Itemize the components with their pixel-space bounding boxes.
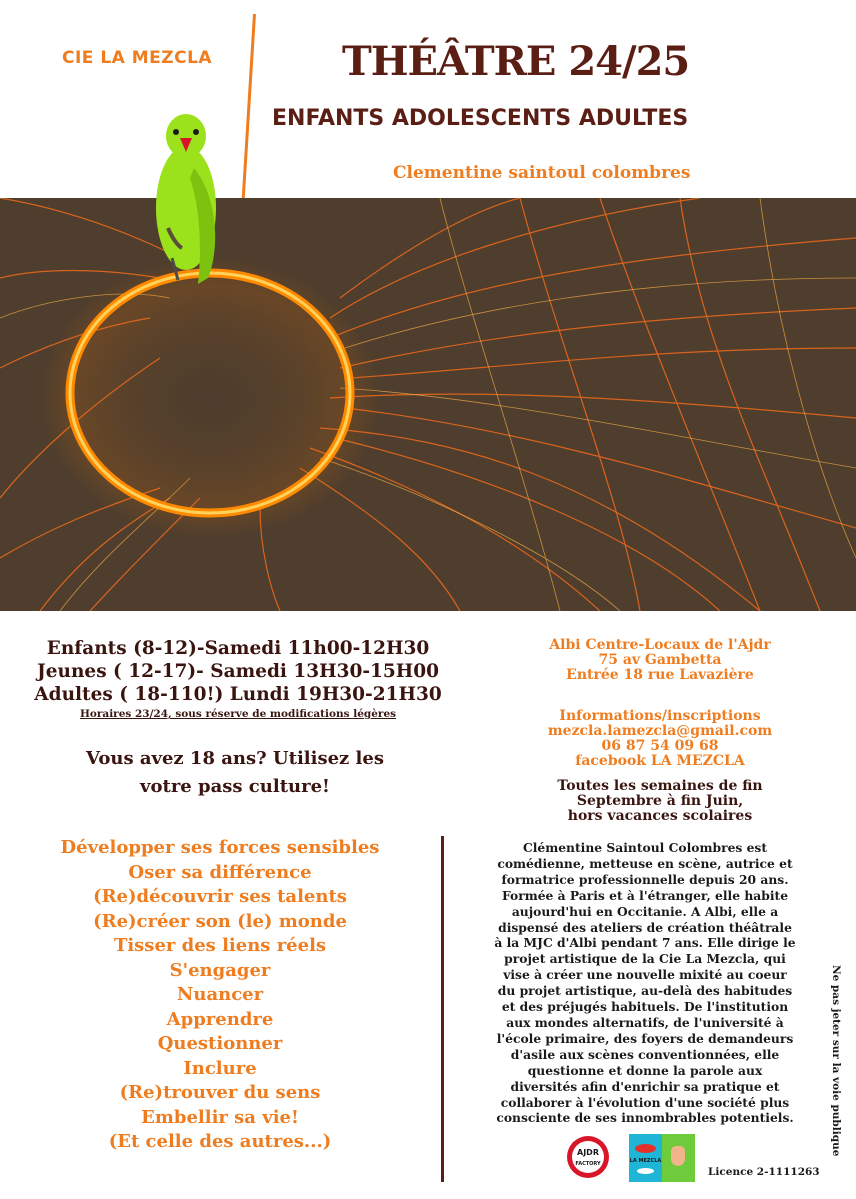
schedule-adults: Adultes ( 18-110!) Lundi 19H30-21H30 xyxy=(34,684,442,705)
list-item: Développer ses forces sensibles xyxy=(60,837,380,858)
list-item: Inclure xyxy=(183,1057,257,1079)
bio-line: Clémentine Saintoul Colombres est xyxy=(522,840,768,855)
pass-culture-line-1: Vous avez 18 ans? Utilisez les xyxy=(86,748,384,769)
list-item: Questionner xyxy=(157,1033,283,1054)
audience-heading: ENFANTS ADOLESCENTS ADULTES xyxy=(272,106,689,131)
schedule-block xyxy=(18,637,458,720)
period-line-1: Toutes les semaines de fin xyxy=(557,778,763,794)
schedule-note: Horaires 23/24, sous réserve de modifications légères xyxy=(79,708,397,720)
list-item: Nuancer xyxy=(176,984,264,1005)
list-item: Oser sa différence xyxy=(128,861,312,883)
company-name: CIE LA MEZCLA xyxy=(62,48,213,68)
location-block xyxy=(480,638,840,683)
location-line-1: Albi Centre-Locaux de l'Ajdr xyxy=(549,637,771,653)
bio-line: consciente de ses innombrables potentiels. xyxy=(496,1110,794,1126)
bio-line: l'école primaire, des foyers de demandeurs xyxy=(496,1030,794,1046)
location-line-2: 75 av Gambetta xyxy=(598,652,722,668)
contact-email[interactable]: mezcla.lamezcla@gmail.com xyxy=(547,723,773,739)
list-item: S'engager xyxy=(169,959,271,981)
period-block xyxy=(480,779,840,824)
ajdr-logo-subtext: FACTORY xyxy=(575,1161,601,1167)
bio-line: diversités afin d'enrichir sa pratique et xyxy=(510,1078,780,1094)
bio-line: vise à créer une nouvelle mixité au coeur xyxy=(503,967,787,983)
ajdr-logo xyxy=(565,1134,611,1180)
ajdr-logo-text: AJDR xyxy=(577,1148,599,1157)
bio-line: dispensé des ateliers de création théâtrale xyxy=(498,919,792,935)
la-mezcla-logo xyxy=(629,1134,695,1182)
la-mezcla-logo-text: LA MEZCLA xyxy=(629,1158,662,1164)
bio-line: à la MJC d'Albi pendant 7 ans. Elle dirige le xyxy=(494,935,796,951)
list-item: (Re)créer son (le) monde xyxy=(93,910,347,932)
bio-line: d'asile aux scènes conventionnées, elle xyxy=(510,1046,780,1062)
parrot-illustration xyxy=(138,108,230,286)
pass-culture-text xyxy=(40,745,430,801)
values-list xyxy=(20,836,420,1155)
list-item: (Et celle des autres...) xyxy=(108,1131,332,1152)
list-item: Embellir sa vie! xyxy=(141,1106,299,1128)
side-note: Ne pas jeter sur la voie publique xyxy=(830,965,842,1157)
contact-block xyxy=(480,709,840,769)
schedule-youth: Jeunes ( 12-17)- Samedi 13H30-15H00 xyxy=(37,661,439,682)
bio-line: comédienne, metteuse en scène, autrice et xyxy=(497,855,793,871)
lips-icon xyxy=(629,1134,662,1182)
column-divider xyxy=(441,836,444,1182)
list-item: Apprendre xyxy=(166,1008,274,1030)
hand-icon xyxy=(662,1134,695,1182)
bio-line: aux mondes alternatifs, de l'université à xyxy=(506,1014,784,1030)
pass-culture-line-2: votre pass culture! xyxy=(140,776,330,797)
artist-name: Clementine saintoul colombres xyxy=(393,163,691,183)
period-line-3: hors vacances scolaires xyxy=(567,808,753,824)
period-line-2: Septembre à fin Juin, xyxy=(576,793,744,809)
location-line-3: Entrée 18 rue Lavazière xyxy=(566,667,754,683)
bio-line: questionne et donne la parole aux xyxy=(527,1062,763,1078)
artist-biography xyxy=(470,840,820,1126)
fire-ring-photo xyxy=(0,198,856,611)
list-item: Tisser des liens réels xyxy=(113,935,327,956)
bio-line: du projet artistique, au-delà des habitudes xyxy=(497,983,793,999)
list-item: (Re)trouver du sens xyxy=(119,1082,321,1103)
contact-phone: 06 87 54 09 68 xyxy=(601,738,719,754)
info-heading: Informations/inscriptions xyxy=(559,708,761,724)
poster-title: THÉÂTRE 24/25 xyxy=(342,38,690,85)
bio-line: formatrice professionnelle depuis 20 ans. xyxy=(501,871,789,887)
contact-facebook: facebook LA MEZCLA xyxy=(575,753,745,769)
list-item: (Re)découvrir ses talents xyxy=(93,886,347,907)
schedule-children: Enfants (8-12)-Samedi 11h00-12H30 xyxy=(46,638,430,659)
licence-number: Licence 2-1111263 xyxy=(708,1166,820,1178)
bio-line: aujourd'hui en Occitanie. A Albi, elle a xyxy=(511,903,779,919)
bio-line: et des préjugés habituels. De l'institution xyxy=(501,999,789,1015)
bio-line: projet artistique de la Cie La Mezcla, qui xyxy=(504,951,786,967)
bio-line: collaborer à l'évolution d'une société plus xyxy=(500,1094,790,1110)
bio-line: Formée à Paris et à l'étranger, elle habite xyxy=(501,887,789,903)
